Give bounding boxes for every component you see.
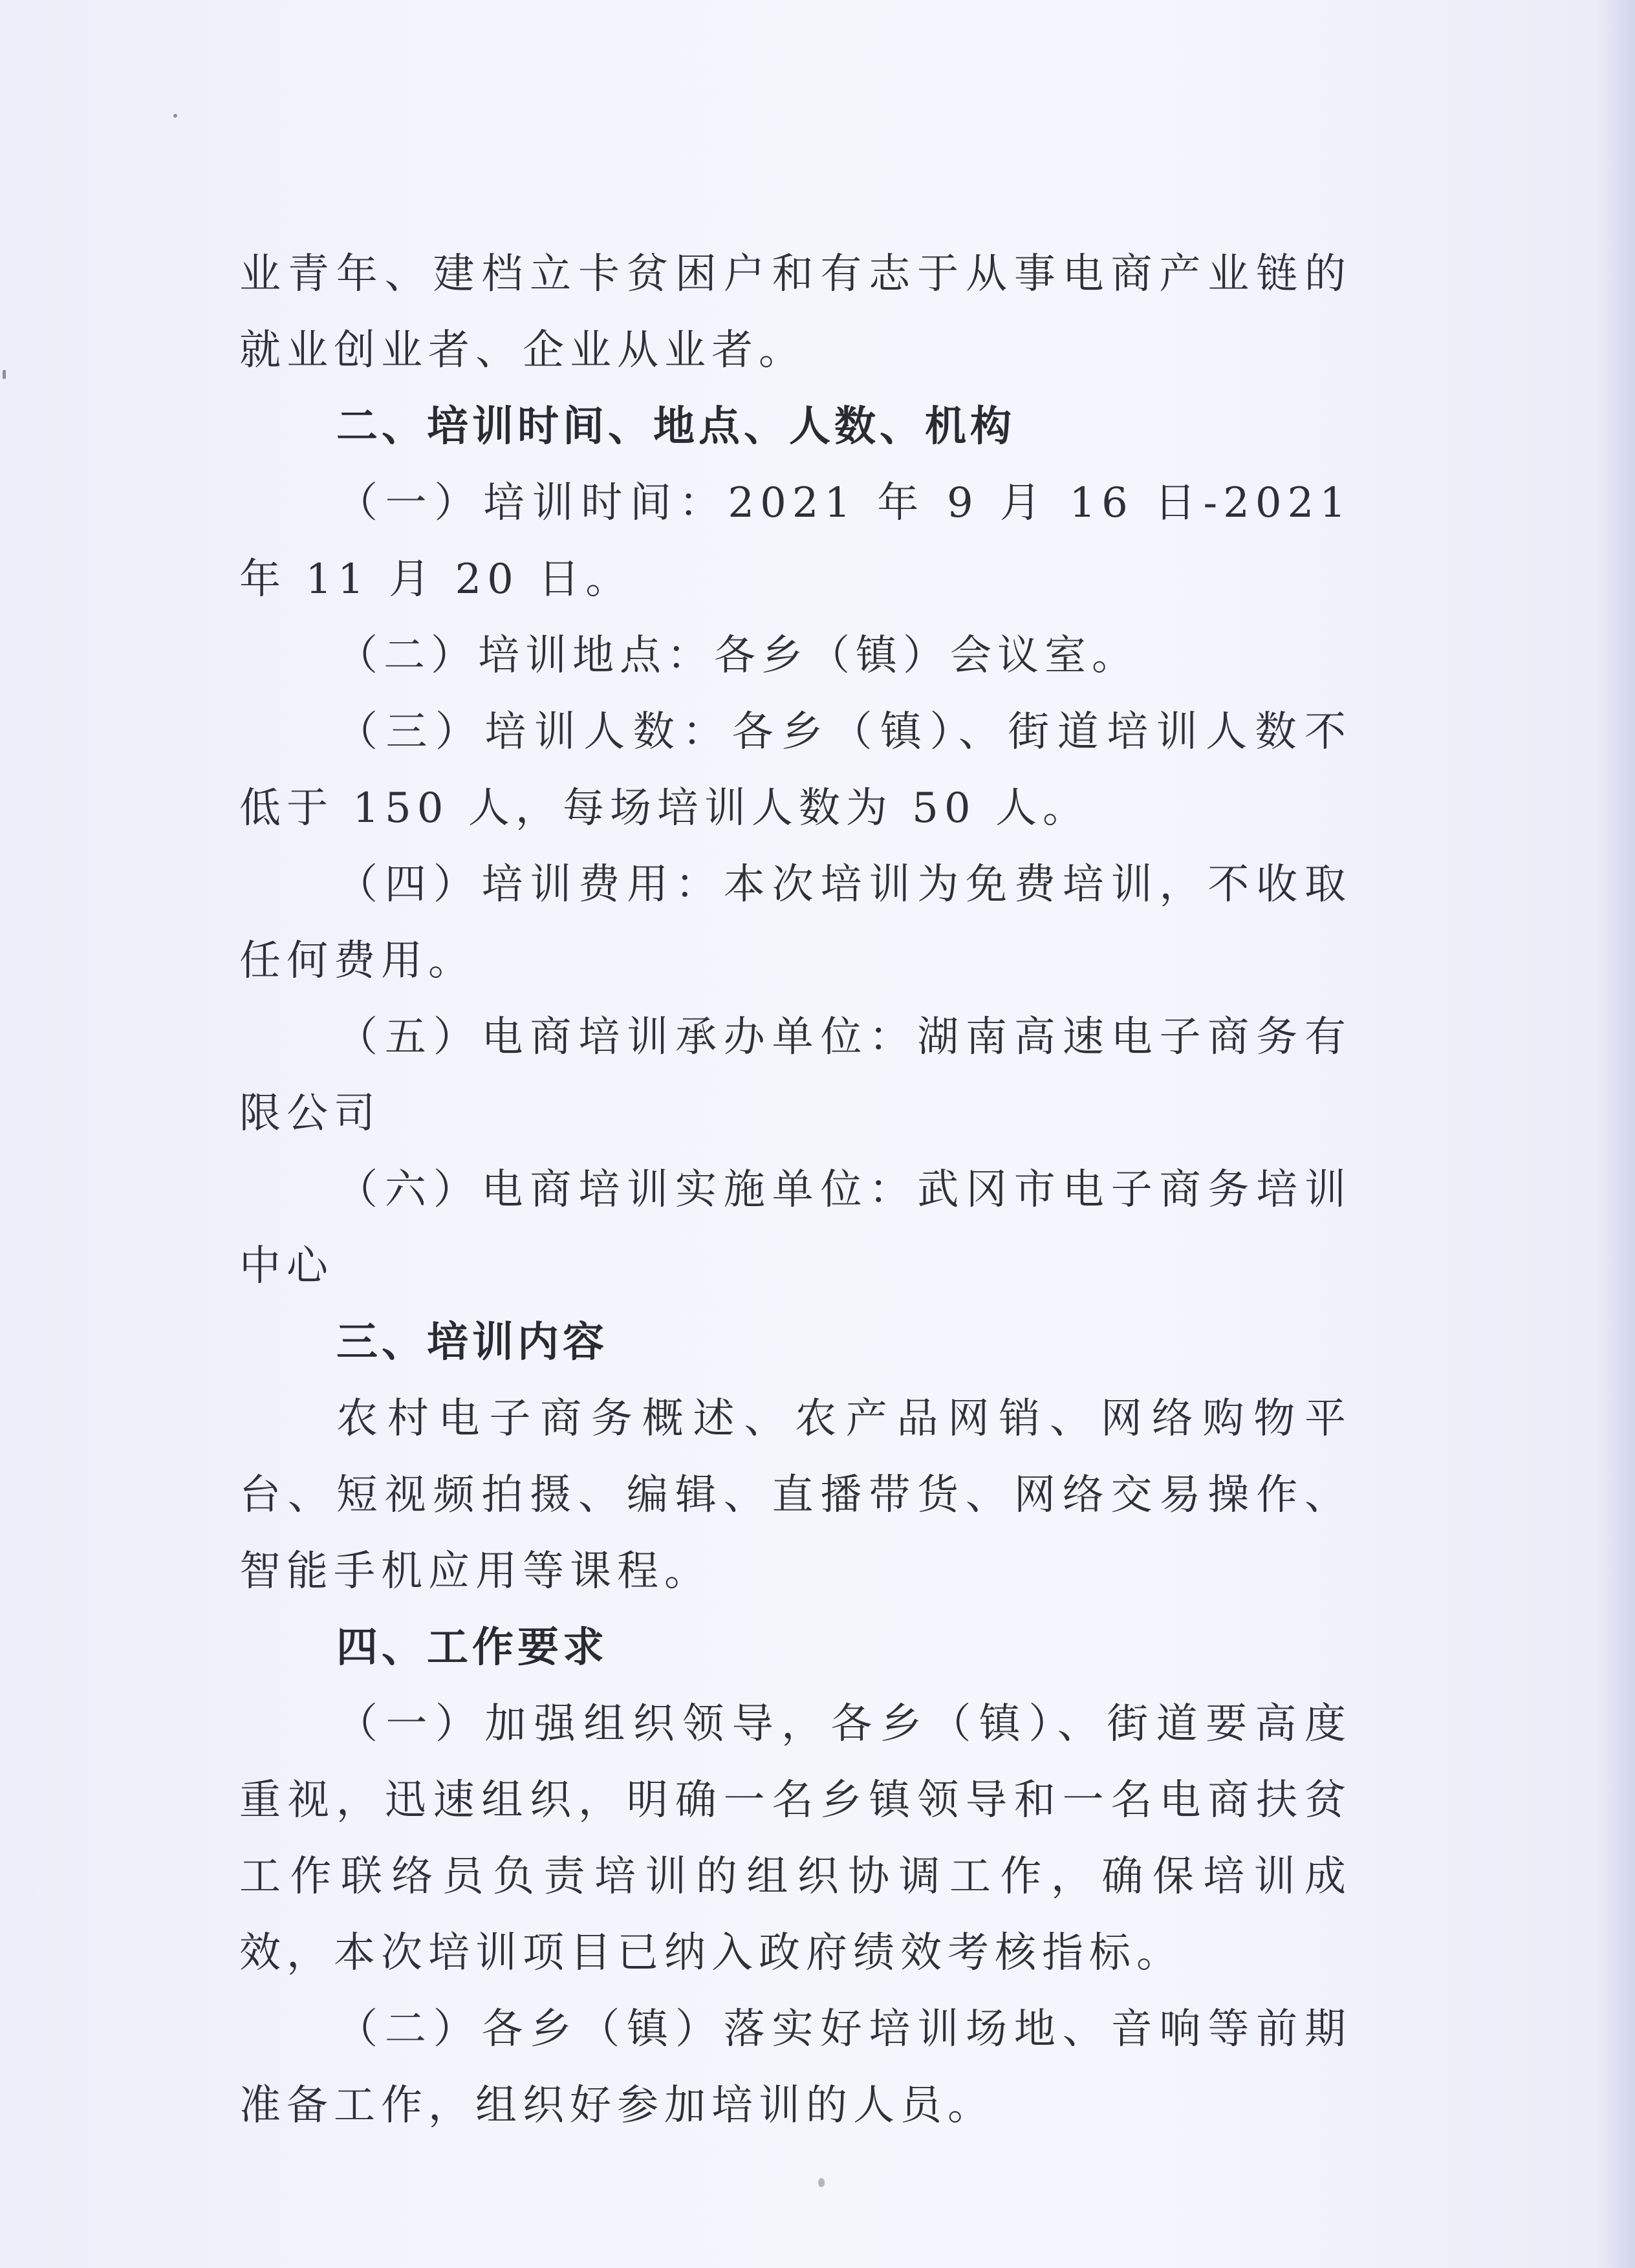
paragraph-requirement-2: （二）各乡（镇）落实好培训场地、音响等前期准备工作，组织好参加培训的人员。 xyxy=(239,2005,1352,2130)
document-body xyxy=(239,236,1352,2144)
paragraph-training-content: 农村电子商务概述、农产品网销、网络购物平台、短视频拍摄、编辑、直播带货、网络交易操作、智能手机应用等课程。 xyxy=(239,1395,1352,1595)
paragraph-organizer: （五）电商培训承办单位：湖南高速电子商务有限公司 xyxy=(239,1013,1352,1138)
scan-speck xyxy=(173,114,177,118)
paragraph-training-place: （二）培训地点：各乡（镇）会议室。 xyxy=(336,632,1139,680)
section-heading-time-place: 二、培训时间、地点、人数、机构 xyxy=(336,403,1015,451)
paragraph-training-fee: （四）培训费用：本次培训为免费培训，不收取任何费用。 xyxy=(239,861,1352,985)
paragraph-implementer: （六）电商培训实施单位：武冈市电子商务培训中心 xyxy=(239,1166,1352,1290)
section-heading-requirements: 四、工作要求 xyxy=(336,1624,608,1672)
scan-speck xyxy=(3,370,6,379)
paragraph-requirement-1: （一）加强组织领导，各乡（镇）、街道要高度重视，迅速组织，明确一名乡镇领导和一名电商扶贫工作联络员负责培训的组织协调工作，确保培训成效，本次培训项目已纳入政府绩效考核指标。 xyxy=(239,1700,1352,1977)
paragraph-training-time: （一）培训时间：2021 年 9 月 16 日-2021 年 11 月 20 日。 xyxy=(239,479,1352,603)
page-edge-shadow xyxy=(1596,0,1635,2268)
scan-speck xyxy=(818,2178,825,2187)
paragraph-training-count: （三）培训人数：各乡（镇）、街道培训人数不低于 150 人，每场培训人数为 50 人。 xyxy=(239,708,1352,832)
section-heading-content: 三、培训内容 xyxy=(336,1319,608,1366)
paragraph-eligible-participants: 业青年、建档立卡贫困户和有志于从事电商产业链的就业创业者、企业从业者。 xyxy=(239,250,1352,374)
